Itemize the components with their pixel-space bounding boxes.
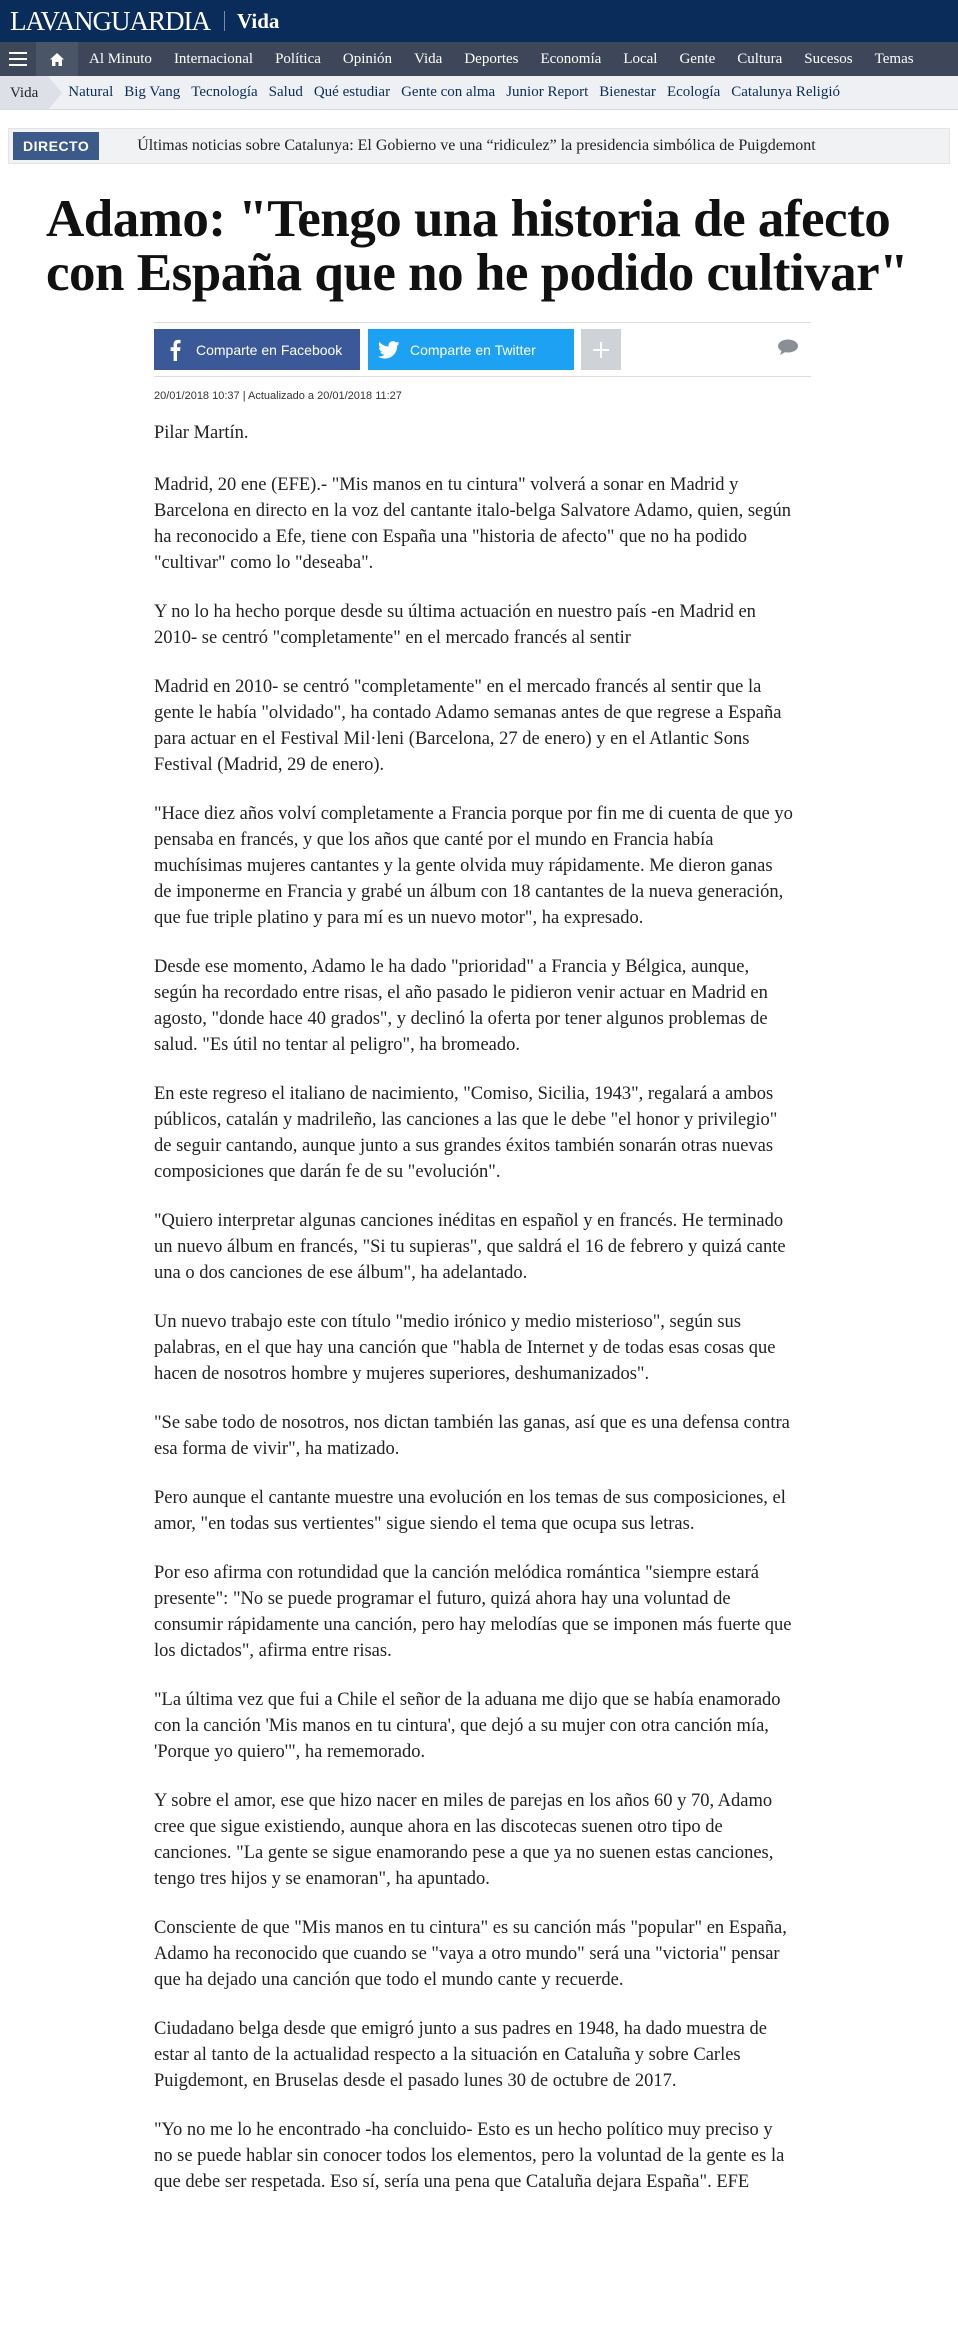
sub-nav-section-tag[interactable]: Vida [0, 76, 48, 110]
sub-nav-item[interactable]: Bienestar [599, 84, 656, 100]
article-paragraphs [154, 472, 794, 2195]
section-title[interactable]: Vida [237, 8, 280, 33]
article-paragraph: Un nuevo trabajo este con título "medio irónico y medio misterioso", según sus palabras, en el que hay una canción que "habla de Internet y de todas esas cosas que hacen de nosotros hombre y mujeres superiores, deshumanizados". [154, 1312, 776, 1384]
main-nav-item[interactable]: Economía [540, 51, 602, 67]
main-nav-item[interactable]: Temas [874, 51, 914, 67]
share-bar [154, 322, 811, 377]
main-nav-item[interactable]: Internacional [173, 51, 254, 67]
sub-nav-item[interactable]: Natural [68, 84, 114, 100]
sub-nav-item[interactable]: Salud [268, 84, 303, 100]
article-paragraph: Ciudadano belga desde que emigró junto a sus padres en 1948, ha dado muestra de estar al tanto de la actualidad respecto a la situación en Cataluña y sobre Carles Puigdemont, en Bruselas desde el pasado lunes 30 de octubre de 2017. [154, 2019, 767, 2091]
article-paragraph: Madrid, 20 ene (EFE).- "Mis manos en tu cintura" volverá a sonar en Madrid y Barcelona en directo en la voz del cantante italo-belga Salvatore Adamo, quien, según ha reconocido a Efe, tiene con España una "historia de afecto" que no ha podido "cultivar" como lo "deseaba". [154, 475, 791, 573]
live-badge: DIRECTO [13, 132, 99, 160]
main-nav-item[interactable]: Opinión [342, 51, 393, 67]
article-paragraph: Y sobre el amor, ese que hizo nacer en miles de parejas en los años 60 y 70, Adamo cree que sigue existiendo, aunque ahora en las discotecas suenen otro tipo de canciones. "La gente se sigue enamorando pese a que ya no suenen estas canciones, tengo tres hijos y se enamoran", ha apuntado. [154, 1791, 774, 1889]
sub-nav [0, 76, 958, 110]
sub-nav-item[interactable]: Qué estudiar [313, 84, 391, 100]
article-paragraph: Pero aunque el cantante muestre una evolución en los temas de sus composiciones, el amor, "en todas sus vertientes" sigue siendo el tema que ocupa sus letras. [154, 1488, 786, 1534]
plus-icon [591, 340, 611, 360]
sub-nav-item[interactable]: Tecnología [191, 84, 258, 100]
main-nav-item[interactable]: Sucesos [804, 51, 853, 67]
main-nav-item[interactable]: Cultura [737, 51, 783, 67]
live-news-banner[interactable] [8, 128, 950, 164]
site-logo[interactable]: LAVANGUARDIA [10, 5, 211, 36]
article-paragraph: "Hace diez años volví completamente a Francia porque por fin me di cuenta de que yo pensaba en francés, y que los años que canté por el mundo en Francia había muchísimas mujeres cantantes y la gente olvida muy rápidamente. Me dieron ganas de imponerme en Francia y grabé un álbum con 18 cantantes de la nueva generación, que fue triple platino y para mí es un nuevo motor", ha expresado. [154, 804, 793, 928]
header-divider [224, 11, 225, 31]
article-headline: Adamo: "Tengo una historia de afecto con España que no he podido cultivar" [46, 190, 909, 302]
article-paragraph: "La última vez que fui a Chile el señor de la aduana me dijo que se había enamorado con la canción 'Mis manos en tu cintura', que dejó a su mujer con otra canción mía, 'Porque yo quiero'", ha rememorado. [154, 1690, 781, 1762]
main-nav-item[interactable]: Gente [679, 51, 716, 67]
article-author: Pilar Martín. [154, 423, 249, 443]
article-paragraph: Y no lo ha hecho porque desde su última actuación en nuestro país -en Madrid en 2010- se centró "completamente" en el mercado francés al sentir [154, 602, 756, 648]
live-news-headline[interactable]: Últimas noticias sobre Catalunya: El Gobierno ve una “ridiculez” la presidencia simbólica de Puigdemont [137, 137, 816, 154]
comments-icon[interactable] [777, 339, 799, 360]
more-share-button[interactable] [581, 329, 621, 370]
sub-nav-item[interactable]: Gente con alma [401, 84, 496, 100]
article-paragraph: En este regreso el italiano de nacimiento, "Comiso, Sicilia, 1943", regalará a ambos públicos, catalán y madrileño, las canciones a las que le debe "el honor y privilegio" de seguir cantando, aunque junto a sus grandes éxitos también sonarán otras nuevas composiciones que darán fe de su "evolución". [154, 1084, 778, 1182]
share-twitter-button[interactable] [368, 329, 574, 370]
article-paragraph: Por eso afirma con rotundidad que la canción melódica romántica "siempre estará presente": "No se puede programar el futuro, quizá ahora hay una voluntad de consumir rápidamente una canción, pero hay melodías que se imponen más fuerte que los dictados", afirma entre risas. [154, 1563, 792, 1661]
main-nav-item[interactable]: Vida [414, 51, 443, 67]
main-nav-item[interactable]: Deportes [464, 51, 519, 67]
article-paragraph: Desde ese momento, Adamo le ha dado "prioridad" a Francia y Bélgica, aunque, según ha recordado entre risas, el año pasado le pidieron venir actuar en Madrid en agosto, "donde hace 40 grados", y declinó la oferta por tener algunos problemas de salud. "Es útil no tentar al peligro", ha bromeado. [154, 957, 768, 1055]
article-paragraph: "Quiero interpretar algunas canciones inéditas en español y en francés. He terminado un nuevo álbum en francés, "Si tu supieras", que saldrá el 16 de febrero y quizá cante una o dos canciones de ese álbum", ha adelantado. [154, 1211, 786, 1283]
sub-nav-items [68, 84, 851, 101]
main-nav [0, 42, 958, 76]
main-nav-items [78, 42, 925, 76]
share-facebook-button[interactable] [154, 329, 360, 370]
site-header [0, 0, 958, 42]
twitter-icon [368, 341, 410, 359]
facebook-icon [154, 339, 196, 361]
menu-icon[interactable] [0, 42, 36, 76]
article-body [154, 420, 794, 2218]
article-paragraph: Consciente de que "Mis manos en tu cintura" es su canción más "popular" en España, Adamo ha reconocido que cuando se "vaya a otro mundo" será una "victoria" pensar que ha dejado una canción que todo el mundo cante y recuerde. [154, 1918, 787, 1990]
article-paragraph: Madrid en 2010- se centró "completamente" en el mercado francés al sentir que la gente le había "olvidado", ha contado Adamo semanas antes de que regrese a España para actuar en el Festival Mil·leni (Barcelona, 27 de enero) y en el Atlantic Sons Festival (Madrid, 29 de enero). [154, 677, 782, 775]
article-paragraph: "Yo no me lo he encontrado -ha concluido- Esto es un hecho político muy preciso y no se puede hablar sin conocer todos los elementos, pero la voluntad de la gente es la que debe ser respetada. Eso sí, sería una pena que Cataluña dejara España". EFE [154, 2120, 785, 2192]
article-paragraph: "Se sabe todo de nosotros, nos dictan también las ganas, así que es una defensa contra esa forma de vivir", ha matizado. [154, 1413, 790, 1459]
sub-nav-item[interactable]: Ecología [666, 84, 721, 100]
share-twitter-label: Comparte en Twitter [410, 341, 536, 358]
main-nav-item[interactable]: Política [275, 51, 321, 67]
article-dateline: 20/01/2018 10:37 | Actualizado a 20/01/2018 11:27 [154, 390, 402, 402]
home-icon[interactable] [36, 42, 78, 76]
sub-nav-item[interactable]: Catalunya Religió [731, 84, 840, 100]
sub-nav-item[interactable]: Junior Report [506, 84, 589, 100]
main-nav-item[interactable]: Al Minuto [89, 51, 152, 67]
main-nav-item[interactable]: Local [623, 51, 658, 67]
sub-nav-item[interactable]: Big Vang [124, 84, 181, 100]
share-facebook-label: Comparte en Facebook [196, 341, 343, 358]
